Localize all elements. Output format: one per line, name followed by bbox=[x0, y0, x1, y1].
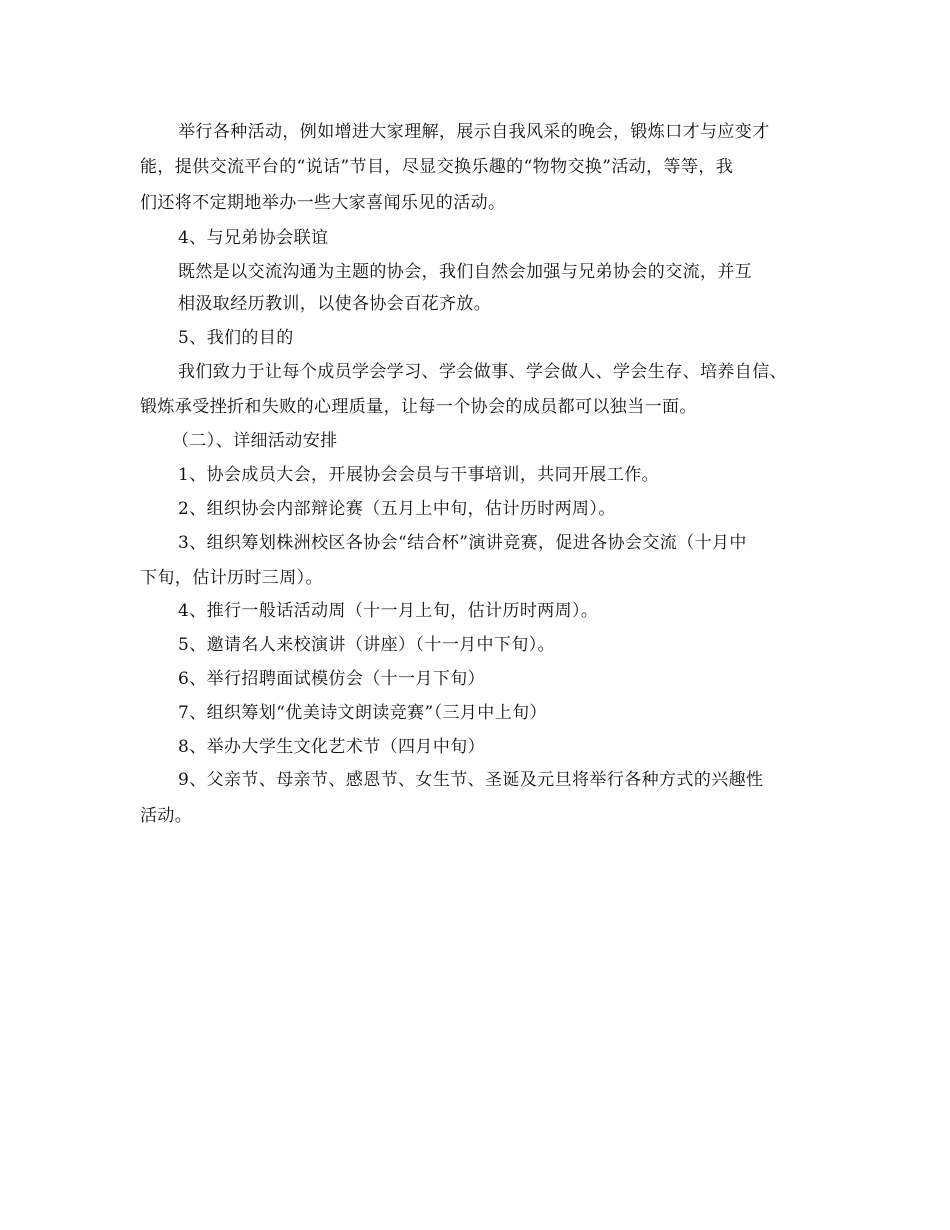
section-heading: 5、我们的目的 bbox=[178, 328, 294, 348]
paragraph-line: 们还将不定期地举办一些大家喜闻乐见的活动。 bbox=[140, 193, 506, 213]
paragraph-line: 我们致力于让每个成员学会学习、学会做事、学会做人、学会生存、培养自信、 bbox=[178, 362, 787, 382]
section-heading: 4、与兄弟协会联谊 bbox=[178, 228, 329, 248]
paragraph-line: 锻炼承受挫折和失败的心理质量，让每一个协会的成员都可以独当一面。 bbox=[140, 397, 697, 417]
section-heading: （二）、详细活动安排 bbox=[172, 431, 338, 451]
list-item: 1、协会成员大会，开展协会会员与干事培训，共同开展工作。 bbox=[178, 465, 660, 485]
list-item: 4、推行一般话活动周（十一月上旬，估计历时两周）。 bbox=[178, 601, 599, 621]
list-item-continuation: 活动。 bbox=[140, 806, 193, 826]
paragraph-line: 相汲取经历教训，以使各协会百花齐放。 bbox=[178, 294, 492, 314]
list-item: 7、组织筹划“优美诗文朗读竞赛”（三月中上旬） bbox=[178, 703, 547, 723]
list-item: 8、举办大学生文化艺术节（四月中旬） bbox=[178, 737, 486, 757]
list-item: 5、邀请名人来校演讲（讲座）（十一月中下旬）。 bbox=[178, 635, 556, 655]
list-item: 3、组织筹划株洲校区各协会“结合杯”演讲竞赛，促进各协会交流（十月中 bbox=[178, 533, 747, 553]
list-item: 6、举行招聘面试模仿会（十一月下旬） bbox=[178, 669, 486, 689]
paragraph-line: 能，提供交流平台的“说话”节目，尽显交换乐趣的“物物交换”活动，等等，我 bbox=[140, 157, 734, 177]
list-item: 2、组织协会内部辩论赛（五月上中旬，估计历时两周）。 bbox=[178, 499, 616, 519]
paragraph-line: 举行各种活动，例如增进大家理解，展示自我风采的晚会，锻炼口才与应变才 bbox=[178, 122, 770, 142]
list-item: 9、父亲节、母亲节、感恩节、女生节、圣诞及元旦将举行各种方式的兴趣性 bbox=[178, 770, 764, 790]
paragraph-line: 既然是以交流沟通为主题的协会，我们自然会加强与兄弟协会的交流，并互 bbox=[178, 262, 753, 282]
list-item-continuation: 下旬，估计历时三周）。 bbox=[140, 568, 323, 588]
